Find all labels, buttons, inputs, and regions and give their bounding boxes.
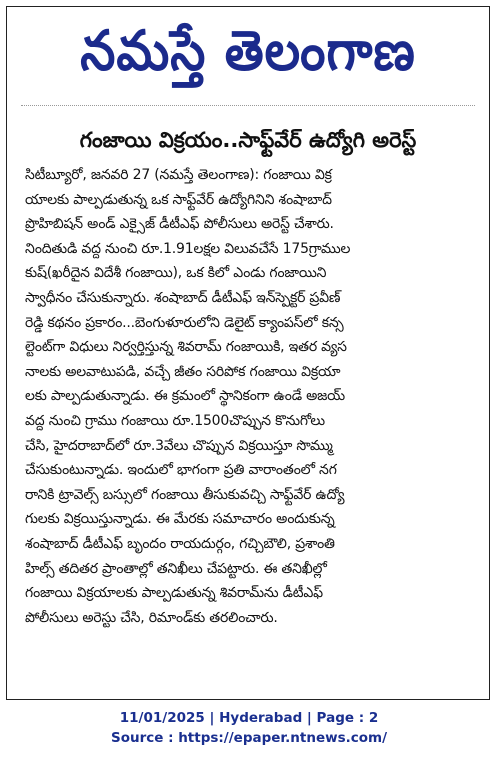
article-body: [25, 163, 473, 693]
article-line: ల్టెంట్‌గా విధులు నిర్వర్తిస్తున్న శివరామ్ గంజాయికి, ఇతర వ్యస: [25, 339, 347, 356]
newspaper-masthead: [7, 11, 489, 91]
article-line: పోలీసులు అరెస్టు చేసి, రిమాండ్‌కు తరలించారు.: [25, 609, 278, 626]
article-line: రెడ్డి కథనం ప్రకారం...బెంగుళూరులోని డెలైట్ క్యాంపస్‌లో కన్స: [25, 314, 344, 331]
article-line: సిటీబ్యూరో, జనవరి 27 (నమస్తే తెలంగాణ): గంజాయి విక్ర: [25, 167, 332, 183]
article-line: ప్రొహిబిషన్ అండ్ ఎక్సైజ్ డీటీఎఫ్ పోలీసులు అరెస్ట్ చేశారు.: [25, 216, 334, 233]
article-line: నాలకు అలవాటుపడి, వచ్చే జీతం సరిపోక గంజాయి విక్రయా: [25, 363, 341, 380]
article-line: గంజాయి విక్రయాలకు పాల్పడుతున్న శివరామ్‌ను డీటీఎఫ్: [25, 585, 323, 602]
article-line: చేసి, హైదరాబాద్‌లో రూ.3వేలు చొప్పున విక్రయిస్తూ సొమ్ము: [25, 437, 333, 454]
page-footer: [0, 708, 498, 748]
footer-source-link[interactable]: Source : https://epaper.ntnews.com/: [110, 730, 388, 746]
article-line: కుష్(ఖరీదైన విదేశీ గంజాయి), ఒక కిలో ఎండు గంజాయిని: [25, 265, 327, 282]
article-headline: గంజాయి విక్రయం..సాఫ్ట్‌వేర్ ఉద్యోగి అరెస్ట్: [79, 128, 417, 152]
news-clipping: [6, 6, 490, 700]
article-line: వద్ద నుంచి గ్రాము గంజాయి రూ.1500చొప్పున కొనుగోలు: [25, 412, 325, 429]
article-line: హిల్స్ తదితర ప్రాంతాల్లో తనిఖీలు చేపట్టారు. ఈ తనిఖీల్లో: [25, 560, 327, 577]
article-line: రానికి ట్రావెల్స్ బస్సులో గంజాయి తీసుకువచ్చి సాఫ్ట్‌వేర్ ఉద్యో: [25, 486, 345, 503]
article-line: గులకు విక్రయిస్తున్నాడు. ఈ మేరకు సమాచారం అందుకున్న: [25, 511, 335, 528]
article-line: లకు పాల్పడుతున్నాడు. ఈ క్రమంలో స్థానికంగా ఉండే అజయ్: [25, 388, 345, 405]
article-line: శంషాబాద్ డీటీఎఫ్ బృందం రాయదుర్గం, గచ్చిబౌలి, ప్రశాంతి: [25, 535, 335, 552]
article-line: స్వాధీనం చేసుకున్నారు. శంషాబాద్ డీటీఎఫ్ ఇన్‌స్పెక్టర్ ప్రవీణ్: [25, 289, 341, 306]
article-line: యాలకు పాల్పడుతున్న ఒక సాఫ్ట్‌వేర్ ఉద్యోగినిని శంషాబాద్: [25, 191, 332, 208]
masthead-logo-text: నమస్తే తెలంగాణ: [80, 19, 416, 83]
masthead-divider: [21, 105, 475, 106]
article-line: చేసుకుంటున్నాడు. ఇందులో భాగంగా ప్రతి వారాంతంలో నగ: [25, 462, 337, 479]
article-line: నిందితుడి వద్ద నుంచి రూ.1.91లక్షల విలువచేసే 175గ్రాముల: [25, 240, 351, 257]
footer-edition-info: 11/01/2025 | Hyderabad | Page : 2: [119, 710, 379, 726]
